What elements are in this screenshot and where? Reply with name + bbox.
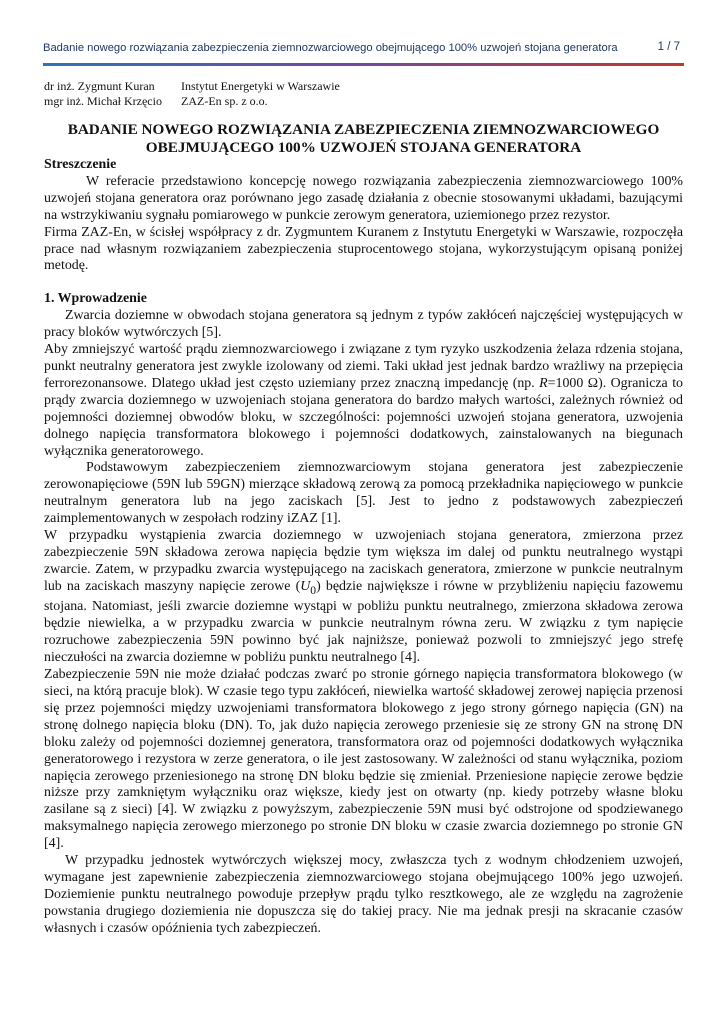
variable-u: U (300, 578, 311, 594)
text-run: W przypadku wystąpienia zwarcia doziemnego w uzwojeniach stojana generatora, zmierzona przez zabezpieczenie 59N składowa zerowa napięcia będzie tym większa im dalej od punktu neutralnego wystąpi zwarcie. Zatem, w przypadku zwarcia występującego na zaciskach generatora, zmierzone w punkcie neutralnym lub na zaciskach maszyny napięcie zerowe ( (44, 528, 683, 594)
page-number: 1 / 7 (657, 41, 680, 53)
abstract-paragraph: Firma ZAZ-En, w ścisłej współpracy z dr. Zygmuntem Kuranem z Instytutu Energetyki w Warszawie, rozpoczęła prace nad własnym rozwiązaniem zabezpieczenia stuprocentowego stojana, wykorzystującym opisaną poniżej metodę. (44, 224, 683, 274)
section-heading: 1. Wprowadzenie (44, 291, 147, 307)
author-name: mgr inż. Michał Krzęcio (44, 94, 162, 108)
author-block (44, 79, 340, 109)
running-title: Badanie nowego rozwiązania zabezpieczenia ziemnozwarciowego obejmującego 100% uzwojeń stojana generatora (43, 42, 618, 54)
body-paragraph: Podstawowym zabezpieczeniem ziemnozwarciowym stojana generatora jest zabezpieczenie zerowonapięciowe (59N lub 59GN) mierzące składową zerową za pomocą przekładnika napięciowego w punkcie neutralnym generatora lub na jego zaciskach [5]. Jest to jedno z podstawowych zabezpieczeń zaimplementowanych w zespołach rodziny iZAZ [1]. (44, 460, 683, 527)
author-affiliation: Instytut Energetyki w Warszawie (181, 79, 340, 93)
text-run: =1000 Ω). Ogranicza to prądy zwarcia doziemnego w uzwojeniach stojana generatora do bardzo małych wartości, zależnych również od pojemności doziemnej obwodów bloku, w szczególności: pojemności uzwojeń stojana generatora, uzwojenia dolnego napięcia transformatora blokowego i pojemności dodatkowych, zainstalowanych na biegunach wyłącznika generatorowego. (44, 375, 683, 459)
body-paragraph: Zabezpieczenie 59N nie może działać podczas zwarć po stronie górnego napięcia transformatora blokowego (w sieci, na którą pracuje blok). W czasie tego typu zakłóceń, niewielka wartość składowej zerowej napięcia przenosi się przez pojemności między uzwojeniami transformatora blokowego z jego strony górnego napięcia (GN) na stronę dolnego napięcia bloku (DN). To, jak dużo napięcia zerowego przeniesie się ze strony GN na stronę DN bloku zależy od pojemności doziemnej generatora, transformatora oraz od pojemności dodatkowych wyłącznika generatorowego i rezystora w zerze generatora, o ile jest zastosowany. W zależności od stanu wyłącznika, poziom napięcia zerowego przeniesionego na stronę DN bloku będzie się zmieniał. Przeniesione napięcie zerowe będzie niższe przy zamkniętym wyłączniku oraz większe, kiedy jest on otwarty (np. kiedy potrzeby własne bloku zasilane są z sieci) [4]. W związku z powyższym, zabezpieczenie 59N musi być odstrojone od spodziewanego maksymalnego napięcia zerowego mierzonego po stronie DN bloku w czasie zwarcia doziemnego po stronie GN [4]. (44, 667, 683, 852)
body-paragraph (44, 342, 683, 460)
body-paragraph (44, 528, 683, 667)
text-run: ) będzie największe i równe w przybliżeniu napięciu fazowemu stojana. Natomiast, jeśli zwarcie doziemne wystąpi w pobliżu punktu neutralnego, zmierzona składowa zerowa będzie niewielka, a w przypadku zwarcia w punkcie neutralnym równa zeru. W związku z tym napięcie rozruchowe zabezpieczenia 59N powinno być jak najniższe, ponieważ pozwoli to zmniejszyć jego strefę nieczułości na zwarcia doziemne w pobliżu punktu neutralnego [4]. (44, 578, 683, 666)
paper-body (44, 121, 683, 938)
body-paragraph: Zwarcia doziemne w obwodach stojana generatora są jednym z typów zakłóceń najczęściej występujących w pracy bloków wytwórczych [5]. (44, 308, 683, 341)
header-rule (43, 63, 684, 66)
spacer (44, 275, 683, 291)
author-affiliation: ZAZ-En sp. z o.o. (181, 94, 268, 108)
author-row (44, 79, 340, 94)
abstract-heading: Streszczenie (44, 157, 117, 172)
author-row (44, 94, 340, 109)
body-paragraph: W przypadku jednostek wytwórczych większej mocy, zwłaszcza tych z wodnym chłodzeniem uzwojeń, wymagane jest zapewnienie zabezpieczenia ziemnozwarciowego stojana obejmującego 100% jego uzwojeń. Doziemienie punktu neutralnego powoduje przepływ prądu tylko resztkowego, ale ze względu na zagrożenie powstania drugiego doziemienia nie dopuszcza się do takiej pracy. Nie ma jednak presji na skracanie czasów własnych i czasów opóźnienia tych zabezpieczeń. (44, 853, 683, 936)
abstract-paragraph: W referacie przedstawiono koncepcję nowego rozwiązania zabezpieczenia ziemnozwarciowego 100% uzwojeń stojana generatora oraz porównano jego zasadę działania z obecnie stosowanymi układami, bazującymi na wstrzykiwaniu sygnału pomiarowego w punkcie zerowym generatora, uziemionego przez rezystor. (44, 173, 683, 223)
author-name: dr inż. Zygmunt Kuran (44, 79, 155, 93)
running-header (43, 40, 683, 62)
paper-title: BADANIE NOWEGO ROZWIĄZANIA ZABEZPIECZENIA ZIEMNOZWARCIOWEGO OBEJMUJĄCEGO 100% UZWOJEŃ STOJANA GENERATORA (67, 121, 660, 156)
subscript-zero: 0 (310, 583, 317, 597)
variable-r: R (539, 375, 548, 391)
text-run: Aby zmniejszyć wartość prądu ziemnozwarciowego i związane z tym ryzyko uszkodzenia żelaza rdzenia stojana, punkt neutralny generatora jest zwykle izolowany od ziemi. Taki układ jest jednak bardzo wrażliwy na przepięcia ferrorezonansowe. Dlatego układ jest często uziemiany przez znaczną impedancję (np. (44, 342, 683, 391)
